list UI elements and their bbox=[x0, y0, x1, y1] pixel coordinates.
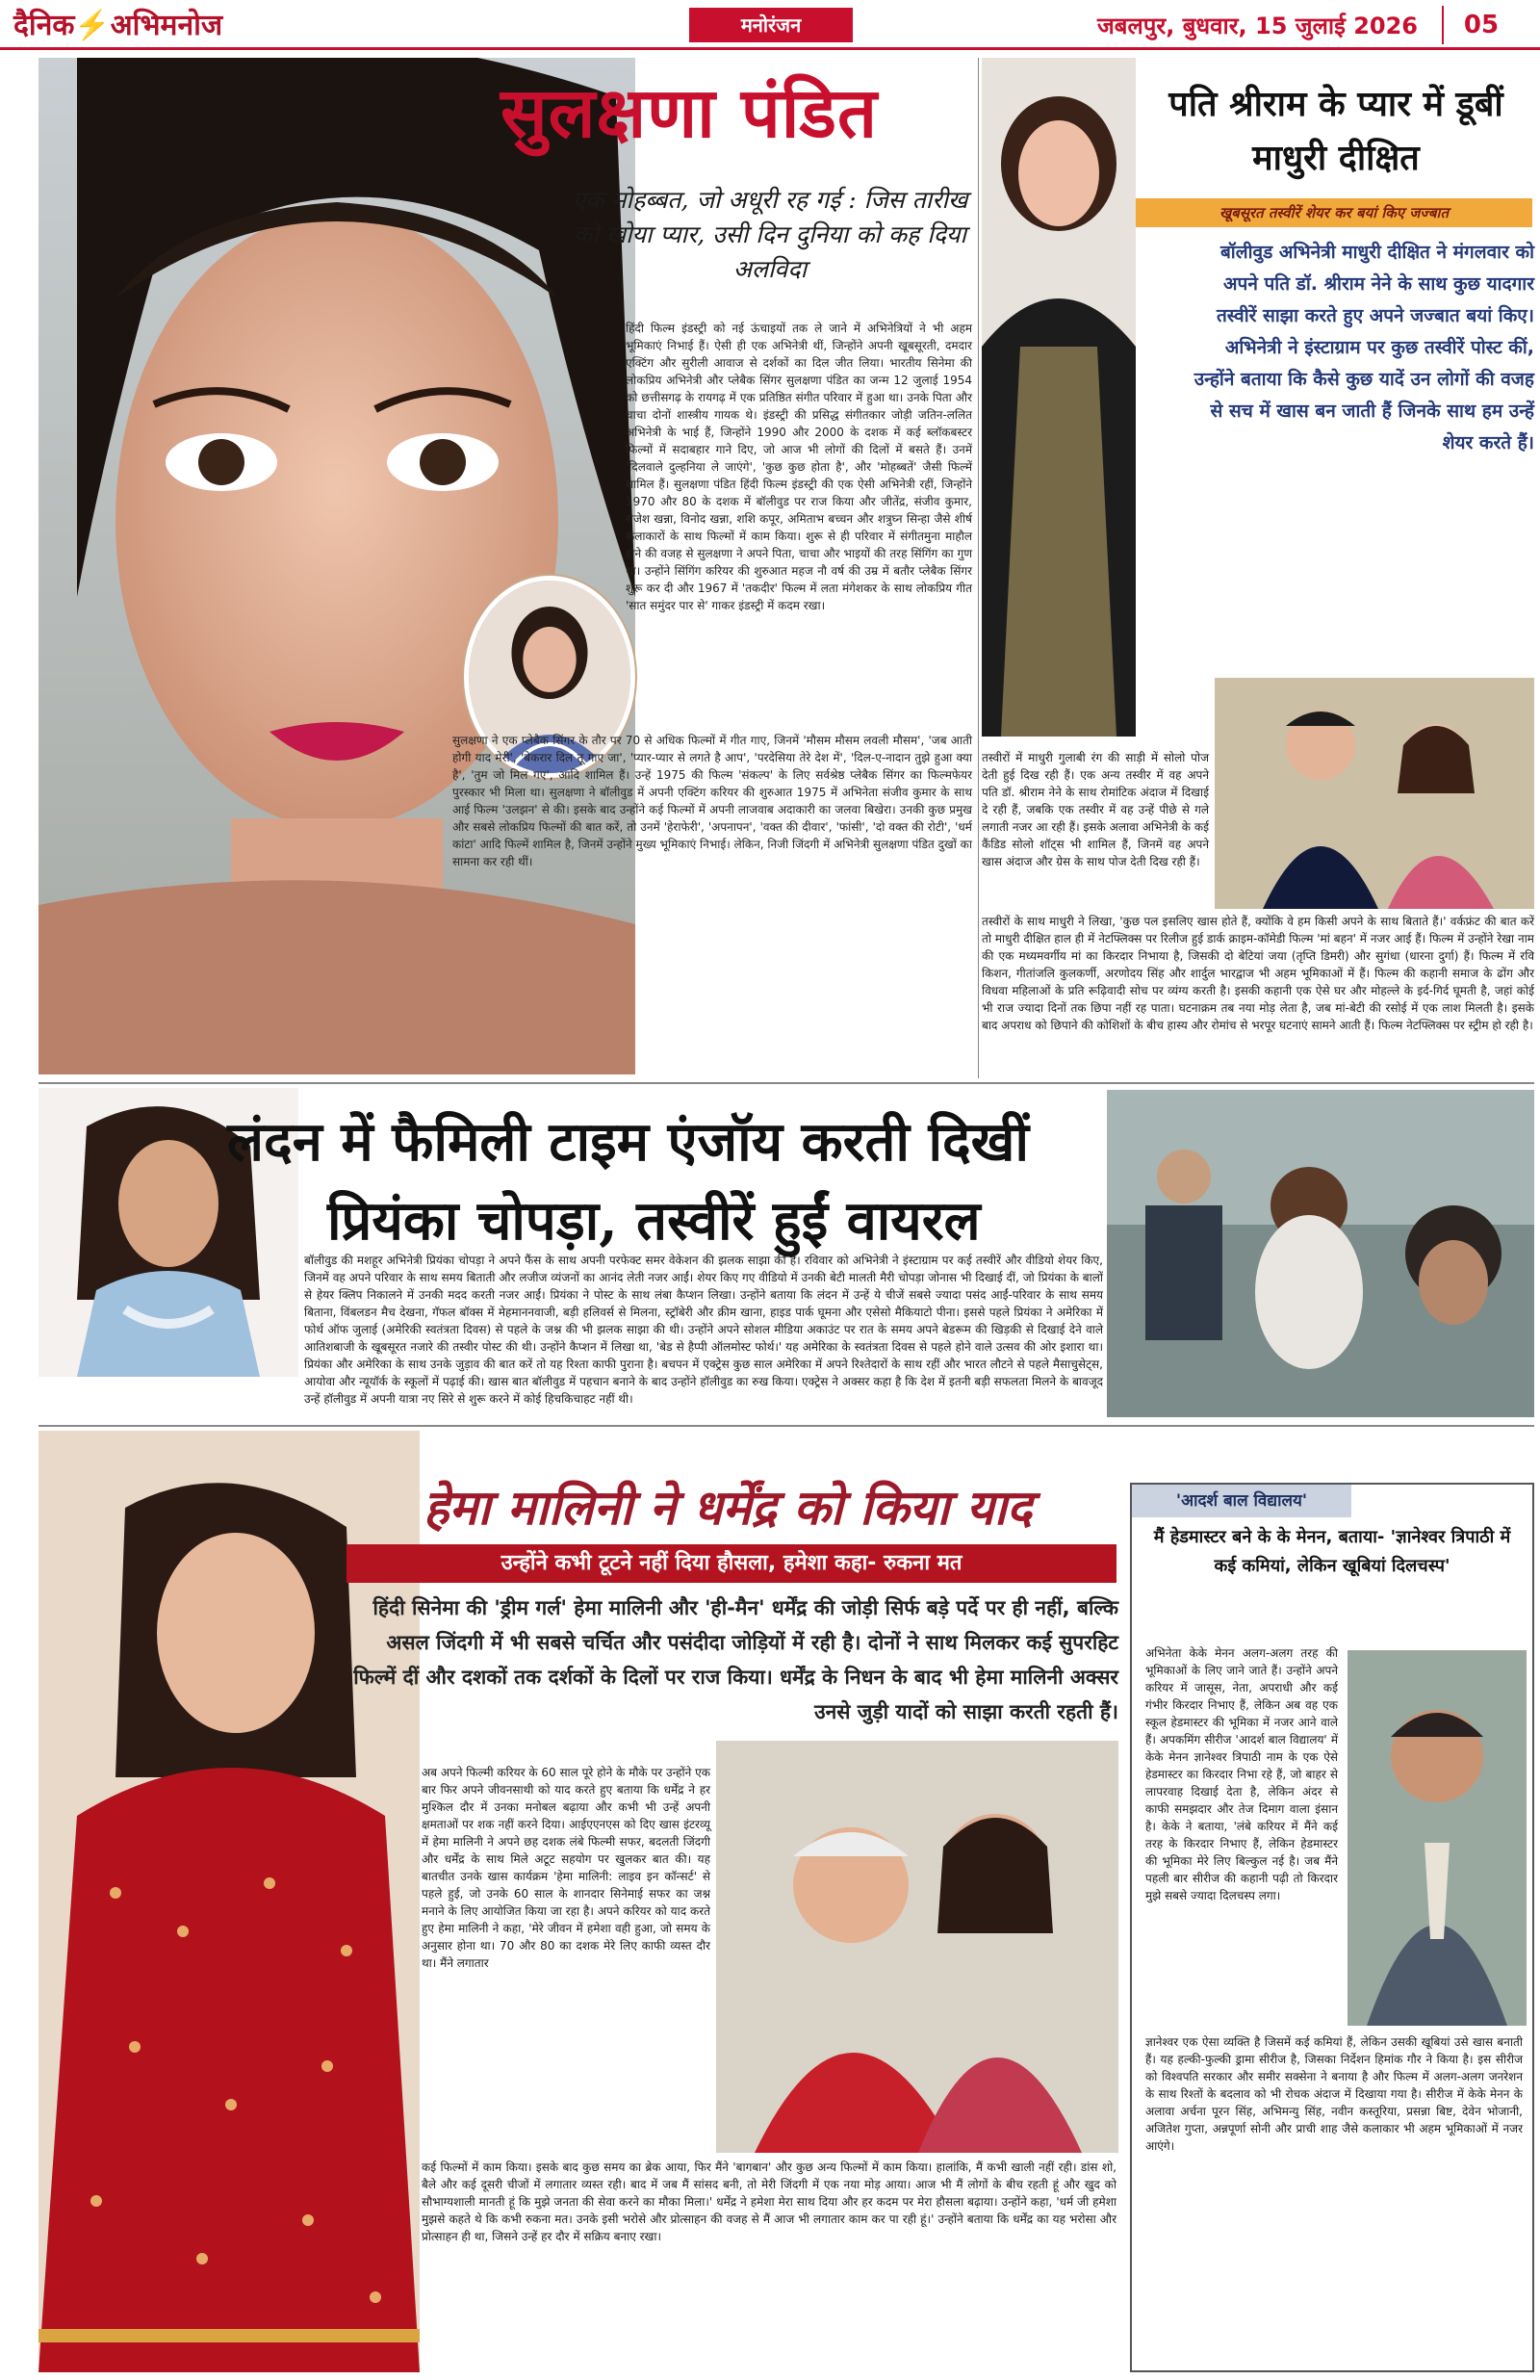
priyanka-headline-line1: लंदन में फैमिली टाइम एंजॉय करती दिखीं bbox=[227, 1110, 1029, 1174]
section-tag: मनोरंजन bbox=[689, 8, 853, 42]
sulakshana-portrait-photo bbox=[38, 58, 635, 1074]
madhuri-couple-photo bbox=[1215, 678, 1534, 909]
adarsh-series-tag: 'आदर्श बाल विद्यालय' bbox=[1132, 1485, 1351, 1517]
sulakshana-headline: सुलक्षणा पंडित bbox=[500, 71, 878, 153]
madhuri-article-body: तस्वीरों में माधुरी गुलाबी रंग की साड़ी में सोलो पोज देती हुई दिख रही हैं। एक अन्य तस्वीर में वह अपने पति डॉ. श्रीराम नेने के साथ रोमांटिक अंदाज में दिखाई दे रही हैं, जबकि एक तस्वीर में वह उन्हें पीछे से गले लगाती नजर आ रही हैं। इसके अलावा अभिनेत्री के कई कैंडिड सोलो शॉट्स भी शामिल हैं, जिनमें वह अपने खास अंदाज और ग्रेस के साथ पोज देती दिख रही हैं। bbox=[982, 751, 1209, 868]
madhuri-lead-paragraph: बॉलीवुड अभिनेत्री माधुरी दीक्षित ने मंगलवार को अपने पति डॉ. श्रीराम नेने के साथ कुछ यादगार तस्वीरें साझा करते हुए अपने जज्बात बयां किए। अभिनेत्री ने इंस्टाग्राम पर कुछ तस्वीरें पोस्ट कीं, उन्होंने बताया कि कैसे कुछ यादें उन लोगों की वजह से सच में खास बन जाती हैं जिनके साथ हम उन्हें शेयर करते हैं। bbox=[1194, 242, 1534, 453]
page-number: 05 bbox=[1442, 6, 1519, 44]
madhuri-headline: पति श्रीराम के प्यार में डूबीं माधुरी दीक्षित bbox=[1168, 84, 1503, 178]
kk-menon-photo bbox=[1348, 1650, 1527, 2026]
section-divider bbox=[38, 1425, 1534, 1427]
madhuri-article-body-continued: तस्वीरों के साथ माधुरी ने लिखा, 'कुछ पल इसलिए खास होते हैं, क्योंकि वे हम किसी अपने के साथ बिताते हैं।' वर्कफ्रंट की बात करें तो माधुरी दीक्षित हाल ही में नेटफ्लिक्स पर रिलीज हुई डार्क क्राइम-कॉमेडी फिल्म 'मां बहन' में नजर आई हैं। फिल्म में उन्होंने रेखा नाम की एक मध्यमवर्गीय मां का किरदार निभाया है, जिसकी दो बेटियां जया (तृप्ति डिमरी) और सुगंधा (धारना दुर्गा) हैं। फिल्म में रवि किशन, गीतांजलि कुलकर्णी, अरणोदय सिंह और शार्दुल भारद्वाज भी अहम भूमिकाओं में हैं। फिल्म की कहानी समाज के ढोंग और विधवा महिलाओं के प्रति रूढ़िवादी सोच पर व्यंग्य करती है। इसकी कहानी एक ऐसे घर और मोहल्ले के इर्द-गिर्द घूमती है, जहां कोई भी राज ज्यादा दिनों तक छिपा नहीं रह पाता। घटनाक्रम तब नया मोड़ लेता है, जब मां-बेटी की रसोई में एक लाश मिलती है। इसके बाद अपराध को छिपाने की कोशिशों के बीच हास्य और रोमांच से भरपूर घटनाएं सामने आती हैं। फिल्म नेटफ्लिक्स पर स्ट्रीम हो रही है। bbox=[982, 915, 1534, 1032]
hema-article-body-continued: कई फिल्मों में काम किया। इसके बाद कुछ समय का ब्रेक आया, फिर मैंने 'बागबान' और कुछ अन्य फिल्मों में काम किया। हालांकि, मैं कभी खाली नहीं रही। डांस शो, बैले और कई दूसरी चीजों में लगातार व्यस्त रही। बाद में जब मैं सांसद बनी, तो मेरी जिंदगी में एक नया मोड़ आया। आज भी मैं लोगों के बीच रहती हूं और खुद को सौभाग्यशाली मानती हूं कि मुझे जनता की सेवा करने का मौका मिला।' धर्मेंद्र ने हमेशा मेरा साथ दिया और हर कदम पर मेरा हौसला बढ़ाया। उन्होंने कहा, 'धर्म जी हमेशा मुझसे कहते थे कि कभी रुकना मत। उनके इसी भरोसे और प्रोत्साहन की वजह से मैं आज भी लगातार काम कर पा रही हूं।' उन्होंने बताया कि धर्मेंद्र का यह भरोसा और प्रोत्साहन ही था, जिसने उन्हें हर दौर में सक्रिय बनाए रखा। bbox=[422, 2160, 1116, 2243]
priyanka-headline-line2: प्रियंका चोपड़ा, तस्वीरें हुईं वायरल bbox=[327, 1189, 981, 1253]
dateline: जबलपुर, बुधवार, 15 जुलाई 2026 bbox=[1097, 13, 1419, 39]
sulakshana-subheadline: एक मोहब्बत, जो अधूरी रह गई : जिस तारीख को खोया प्यार, उसी दिन दुनिया को कह दिया अलविदा bbox=[572, 186, 968, 283]
madhuri-saree-photo bbox=[982, 58, 1136, 737]
adarsh-article-body: अभिनेता केके मेनन अलग-अलग तरह की भूमिकाओं के लिए जाने जाते हैं। उन्होंने अपने करियर में जासूस, नेता, अपराधी और कई गंभीर किरदार निभाए हैं, लेकिन अब वह एक स्कूल हेडमास्टर की भूमिका में नजर आने वाले हैं। अपकमिंग सीरीज 'आदर्श बाल विद्यालय' में केके मेनन ज्ञानेश्वर त्रिपाठी नाम के एक ऐसे हेडमास्टर का किरदार निभा रहे हैं, जो बाहर से लापरवाह दिखाई देता है, लेकिन अंदर से काफी समझदार और तेज दिमाग वाला इंसान है। केके ने बताया, 'लंबे करियर में मैंने कई तरह के किरदार निभाए हैं, लेकिन हेडमास्टर की भूमिका मेरे लिए बिल्कुल नई है। जब मैंने पहली बार सीरीज की कहानी पढ़ी तो किरदार मुझे सबसे ज्यादा दिलचस्प लगा। bbox=[1145, 1646, 1338, 1902]
sulakshana-article-body: हिंदी फिल्म इंडस्ट्री को नई ऊंचाइयों तक ले जाने में अभिनेत्रियों ने भी अहम भूमिकाएं निभाई हैं। ऐसी ही एक अभिनेत्री थीं, जिन्होंने अपनी खूबसूरती, दमदार एक्टिंग और सुरीली आवाज से दर्शकों का दिल जीत लिया। भारतीय सिनेमा की लोकप्रिय अभिनेत्री और प्लेबैक सिंगर सुलक्षणा पंडित का जन्म 12 जुलाई 1954 को छत्तीसगढ़ के रायगढ़ में एक प्रतिष्ठित संगीत परिवार में हुआ था। उनके पिता और चाचा दोनों शास्त्रीय गायक थे। इंडस्ट्री की प्रसिद्ध संगीतकार जोड़ी जतिन-ललित अभिनेत्री के भाई हैं, जिन्होंने 1990 और 2000 के दशक में कई ब्लॉकबस्टर फिल्मों में सदाबहार गाने दिए, जो आज भी लोगों की दिलों में बसते हैं। उनमें 'दिलवाले दुल्हनिया ले जाएंगे', 'कुछ कुछ होता है', और 'मोहब्बतें' जैसी फिल्में शामिल हैं। सुलक्षणा पंडित हिंदी फिल्म इंडस्ट्री की एक ऐसी अभिनेत्री रहीं, जिन्होंने 1970 और 80 के दशक में बॉलीवुड पर राज किया और जीतेंद्र, संजीव कुमार, राजेश खन्ना, विनोद खन्ना, शशि कपूर, अमिताभ बच्चन और शत्रुघ्न सिन्हा जैसे शीर्ष कलाकारों के साथ फिल्मों में काम किया। शुरू से ही परिवार में संगीतमुना माहौल होने की वजह से सुलक्षणा ने अपने पिता, चाचा और भाइयों की तरह सिंगिंग का गुण था। उन्होंने सिंगिंग करियर की शुरुआत महज नौ वर्ष की उम्र में बतौर प्लेबैक सिंगर शुरू कर दी और 1967 में 'तकदीर' फिल्म में लता मंगेशकर के साथ लोकप्रिय गीत 'सात समुंदर पार से' गाकर इंडस्ट्री में कदम रखा। bbox=[626, 322, 972, 612]
adarsh-headline: मैं हेडमास्टर बने के के मेनन, बताया- 'ज्ञानेश्वर त्रिपाठी में कई कमियां, लेकिन खूबियां दिलचस्प' bbox=[1153, 1527, 1511, 1576]
priyanka-article-body: बॉलीवुड की मशहूर अभिनेत्री प्रियंका चोपड़ा ने अपने फैंस के साथ अपनी परफेक्ट समर वेकेशन की झलक साझा की है। रविवार को अभिनेत्री ने इंस्टाग्राम पर कई तस्वीरें और वीडियो शेयर किए, जिनमें वह अपने परिवार के साथ समय बिताती और लजीज व्यंजनों का आनंद लेती नजर आईं। शेयर किए गए वीडियो में उनकी बेटी मालती मैरी चोपड़ा जोनास भी दिखाई दीं, जो प्रियंका के बालों से हेयर क्लिप निकालने में उनकी मदद करती नजर आईं। प्रियंका ने पोस्ट के साथ लंबा कैप्शन लिखा। उन्होंने बताया कि लंदन में उन्हें ये चीजें सबसे ज्यादा पसंद आईं-परिवार के साथ समय बिताना, विंबलडन मैच देखना, गॅफल बॉक्स में मेहमाननवाजी, बड़ी हलिवर्स से मिलना, स्ट्रॉबेरी और क्रीम खाना, हाइड पार्क घूमना और एसेसो मैकियाटो पीना। इससे पहले प्रियंका ने अमेरिका में फोर्थ ऑफ जुलाई (अमेरिकी स्वतंत्रता दिवस) से पहले के जश्न की भी झलक साझा की थी। उन्होंने अपने सोशल मीडिया अकाउंट पर रात के समय अपने बेडरूम की खिड़की से दिखाई देने वाले आतिशबाजी के खूबसूरत नजारे की तस्वीर पोस्ट की थी। उन्होंने कैप्शन में लिखा था, 'बेड से हैप्पी ऑलमोस्ट फोर्थ।' यह अमेरिका के स्वतंत्रता दिवस से पहले होने वाले उत्सव की ओर इशारा था। प्रियंका और अमेरिका के साथ उनके जुड़ाव की बात करें तो यह रिश्ता काफी पुराना है। बचपन में एक्ट्रेस कुछ साल अमेरिका में अपने रिश्तेदारों के साथ रहीं और भारत लौटने से पहले मैसाचुसेट्स, आयोवा और न्यूयॉर्क के स्कूलों में पढ़ाई की। खास बात बॉलीवुड में पहचान बनाने के बाद उन्होंने हॉलीवुड का रुख किया। एक्ट्रेस ने अक्सर कहा है कि देश में इतनी बड़ी सफलता मिलने के बावजूद उन्हें हॉलीवुड में अपनी यात्रा नए सिरे से शुरू करने में कोई हिचकिचाहट नहीं थी। bbox=[304, 1254, 1103, 1406]
brand-part2: अभिमनोज bbox=[110, 9, 223, 42]
adarsh-article-body-continued: ज्ञानेश्वर एक ऐसा व्यक्ति है जिसमें कई कमियां हैं, लेकिन उसकी खूबियां उसे खास बनाती हैं। यह हल्की-फुल्की ड्रामा सीरीज है, जिसका निर्देशन हिमांक गौर ने किया है। इस सीरीज को विश्वपति सरकार और समीर सक्सेना ने बनाया है और फिल्म में अलग-अलग जनरेशन के साथ रिश्तों के बदलाव को भी रोचक अंदाज में दिखाया गया है। सीरीज में केके मेनन के अलावा अर्चना पूरन सिंह, अभिमन्यु सिंह, नवीन कस्तूरिया, प्रसन्ना बिष्ट, देवेन भोजानी, अजितेश गुप्ता, अन्नपूर्णा सोनी और प्राची शाह जैसे कलाकार भी अहम भूमिकाओं में नजर आएंगे। bbox=[1145, 2035, 1523, 2153]
column-divider bbox=[978, 58, 979, 1078]
sulakshana-article-body-continued: सुलक्षणा ने एक प्लेबैक सिंगर के तौर पर 70 से अधिक फिल्मों में गीत गाए, जिनमें 'मौसम मौसम लवली मौसम', 'जब आती होगी याद मेरी', 'बेकरार दिल तू गाए जा', 'प्यार-प्यार से लगते है आप', 'परदेसिया तेरे देश में', 'दिल-ए-नादान तुझे हुआ क्या है', 'तुम जो मिल गए', आदि शामिल हैं। उन्हें 1975 की फिल्म 'संकल्प' के लिए सर्वश्रेष्ठ प्लेबैक सिंगर का फिल्मफेयर पुरस्कार भी मिला था। सुलक्षणा ने बॉलीवुड में अपनी एक्टिंग करियर की शुरुआत 1975 में अभिनेता संजीव कुमार के साथ आई फिल्म 'उलझन' से की। इसके बाद उन्होंने कई फिल्मों में अपनी लाजवाब अदाकारी का जलवा बिखेरा। उनकी कुछ प्रमुख और सबसे लोकप्रिय फिल्मों की बात करें, तो उनमें 'हेराफेरी', 'अपनापन', 'वक्त की दीवार', 'फांसी', 'दो वक्त की रोटी', 'धर्म कांटा' आदि फिल्में शामिल है, जिनमें उन्होंने मुख्य भूमिकाएं निभाई। लेकिन, निजी जिंदगी में अभिनेत्री सुलक्षणा पंडित दुखों का सामना कर रही थीं। bbox=[452, 734, 972, 868]
section-divider bbox=[38, 1082, 1534, 1084]
hema-article-body: अब अपने फिल्मी करियर के 60 साल पूरे होने के मौके पर उन्होंने एक बार फिर अपने जीवनसाथी को याद करते हुए बताया कि धर्मेंद्र ने हर मुश्किल दौर में उनका मनोबल बढ़ाया और कभी भी उन्हें अपनी क्षमताओं पर शक नहीं करने दिया। आईएएनएस को दिए खास इंटरव्यू में हेमा मालिनी ने अपने छह दशक लंबे फिल्मी सफर, बदलती जिंदगी और धर्मेंद्र के साथ मिले अटूट सहयोग पर खुलकर बात की। यह बातचीत उनके खास कार्यक्रम 'हेमा मालिनी: लाइव इन कॉन्सर्ट' से पहले हुई, जो उनके 60 साल के शानदार सिनेमाई सफर का जश्न मनाने के लिए आयोजित किया जा रहा है। अपने करियर को याद करते हुए हेमा मालिनी ने कहा, 'मेरे जीवन में हमेशा वही हुआ, जो समय के अनुसार होना था। 70 और 80 का दशक मेरे लिए काफी व्यस्त दौर था। मैंने लगातार bbox=[422, 1766, 710, 1970]
hema-lead-paragraph: हिंदी सिनेमा की 'ड्रीम गर्ल' हेमा मालिनी और 'ही-मैन' धर्मेंद्र की जोड़ी सिर्फ बड़े पर्दे पर ही नहीं, बल्कि असल जिंदगी में भी सबसे चर्चित और पसंदीदा जोड़ियों में रही है। दोनों ने साथ मिलकर कई सुपरहिट फिल्में दीं और दशकों तक दर्शकों के दिलों पर राज किया। धर्मेंद्र के निधन के बाद भी हेमा मालिनी अक्सर उनसे जुड़ी यादों को साझा करती रहती हैं। bbox=[353, 1596, 1118, 1723]
hema-dharmendra-photo bbox=[716, 1741, 1118, 2153]
madhuri-tagline: खूबसूरत तस्वीरें शेयर कर बयां किए जज्बात bbox=[1136, 198, 1532, 227]
brand-part1: दैनिक bbox=[13, 9, 75, 42]
brand-logo bbox=[13, 4, 222, 43]
bolt-icon: ⚡ bbox=[74, 9, 111, 42]
hema-subheadline: उन्होंने कभी टूटने नहीं दिया हौसला, हमेशा कहा- रुकना मत bbox=[346, 1544, 1116, 1583]
priyanka-family-photo bbox=[1107, 1090, 1534, 1417]
hema-headline: हेमा मालिनी ने धर्मेंद्र को किया याद bbox=[424, 1479, 1033, 1536]
